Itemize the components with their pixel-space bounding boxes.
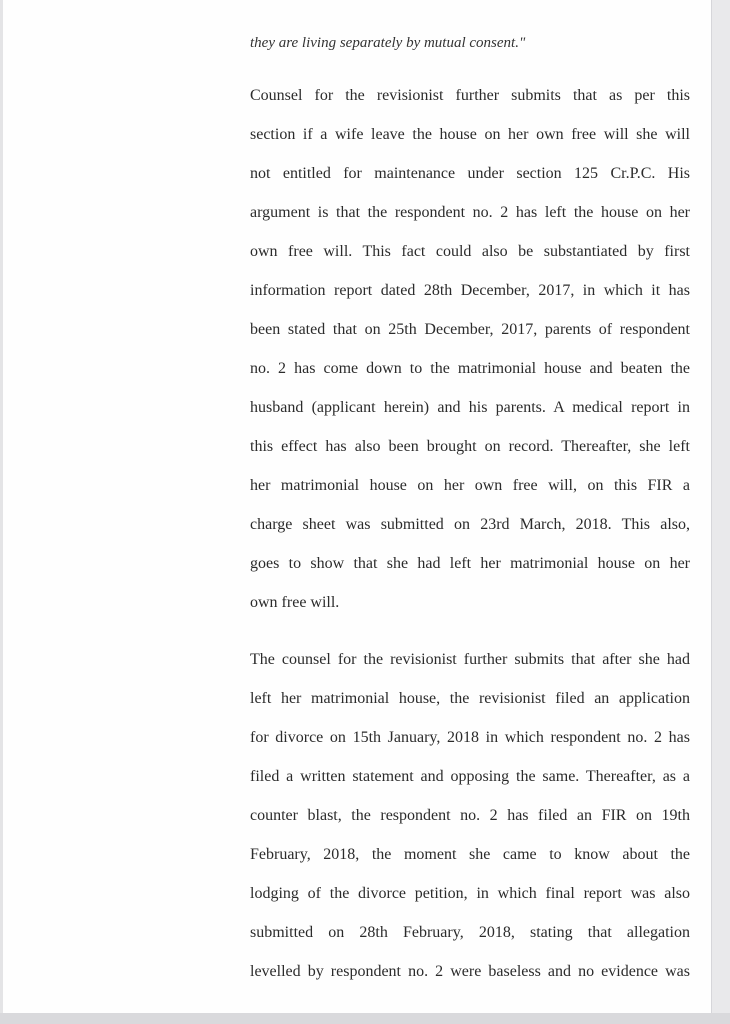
document-body xyxy=(250,24,690,991)
text-line: levelled by respondent no. 2 were baseless and no evidence was xyxy=(250,963,690,980)
text-line: section if a wife leave the house on her own free will she will xyxy=(250,126,690,143)
paragraph-divorce-application xyxy=(250,640,690,991)
paragraph-counsel-submission xyxy=(250,76,690,622)
text-line: not entitled for maintenance under section 125 Cr.P.C. His xyxy=(250,165,690,182)
quoted-text-line: they are living separately by mutual consent." xyxy=(250,35,526,51)
text-line: husband (applicant herein) and his parents. A medical report in xyxy=(250,399,690,416)
text-line: lodging of the divorce petition, in which final report was also xyxy=(250,885,690,902)
text-line: information report dated 28th December, 2017, in which it has xyxy=(250,282,690,299)
text-line: Counsel for the revisionist further submits that as per this xyxy=(250,87,690,104)
text-line: filed a written statement and opposing the same. Thereafter, as a xyxy=(250,768,690,785)
text-line: her matrimonial house on her own free will, on this FIR a xyxy=(250,477,690,494)
text-line: argument is that the respondent no. 2 has left the house on her xyxy=(250,204,690,221)
text-line: counter blast, the respondent no. 2 has filed an FIR on 19th xyxy=(250,807,690,824)
text-line: no. 2 has come down to the matrimonial house and beaten the xyxy=(250,360,690,377)
text-line: goes to show that she had left her matrimonial house on her xyxy=(250,555,690,572)
text-line: own free will. xyxy=(250,594,340,611)
page-left-edge xyxy=(0,0,3,1024)
text-line: for divorce on 15th January, 2018 in which respondent no. 2 has xyxy=(250,729,690,746)
text-line: February, 2018, the moment she came to know about the xyxy=(250,846,690,863)
text-line: own free will. This fact could also be substantiated by first xyxy=(250,243,690,260)
text-line: The counsel for the revisionist further submits that after she had xyxy=(250,651,690,668)
text-line: left her matrimonial house, the revisionist filed an application xyxy=(250,690,690,707)
text-line: this effect has also been brought on record. Thereafter, she left xyxy=(250,438,690,455)
page-right-edge xyxy=(711,0,730,1024)
text-line: charge sheet was submitted on 23rd March, 2018. This also, xyxy=(250,516,690,533)
page-bottom-edge xyxy=(0,1013,730,1024)
text-line: submitted on 28th February, 2018, stating that allegation xyxy=(250,924,690,941)
text-line: been stated that on 25th December, 2017, parents of respondent xyxy=(250,321,690,338)
